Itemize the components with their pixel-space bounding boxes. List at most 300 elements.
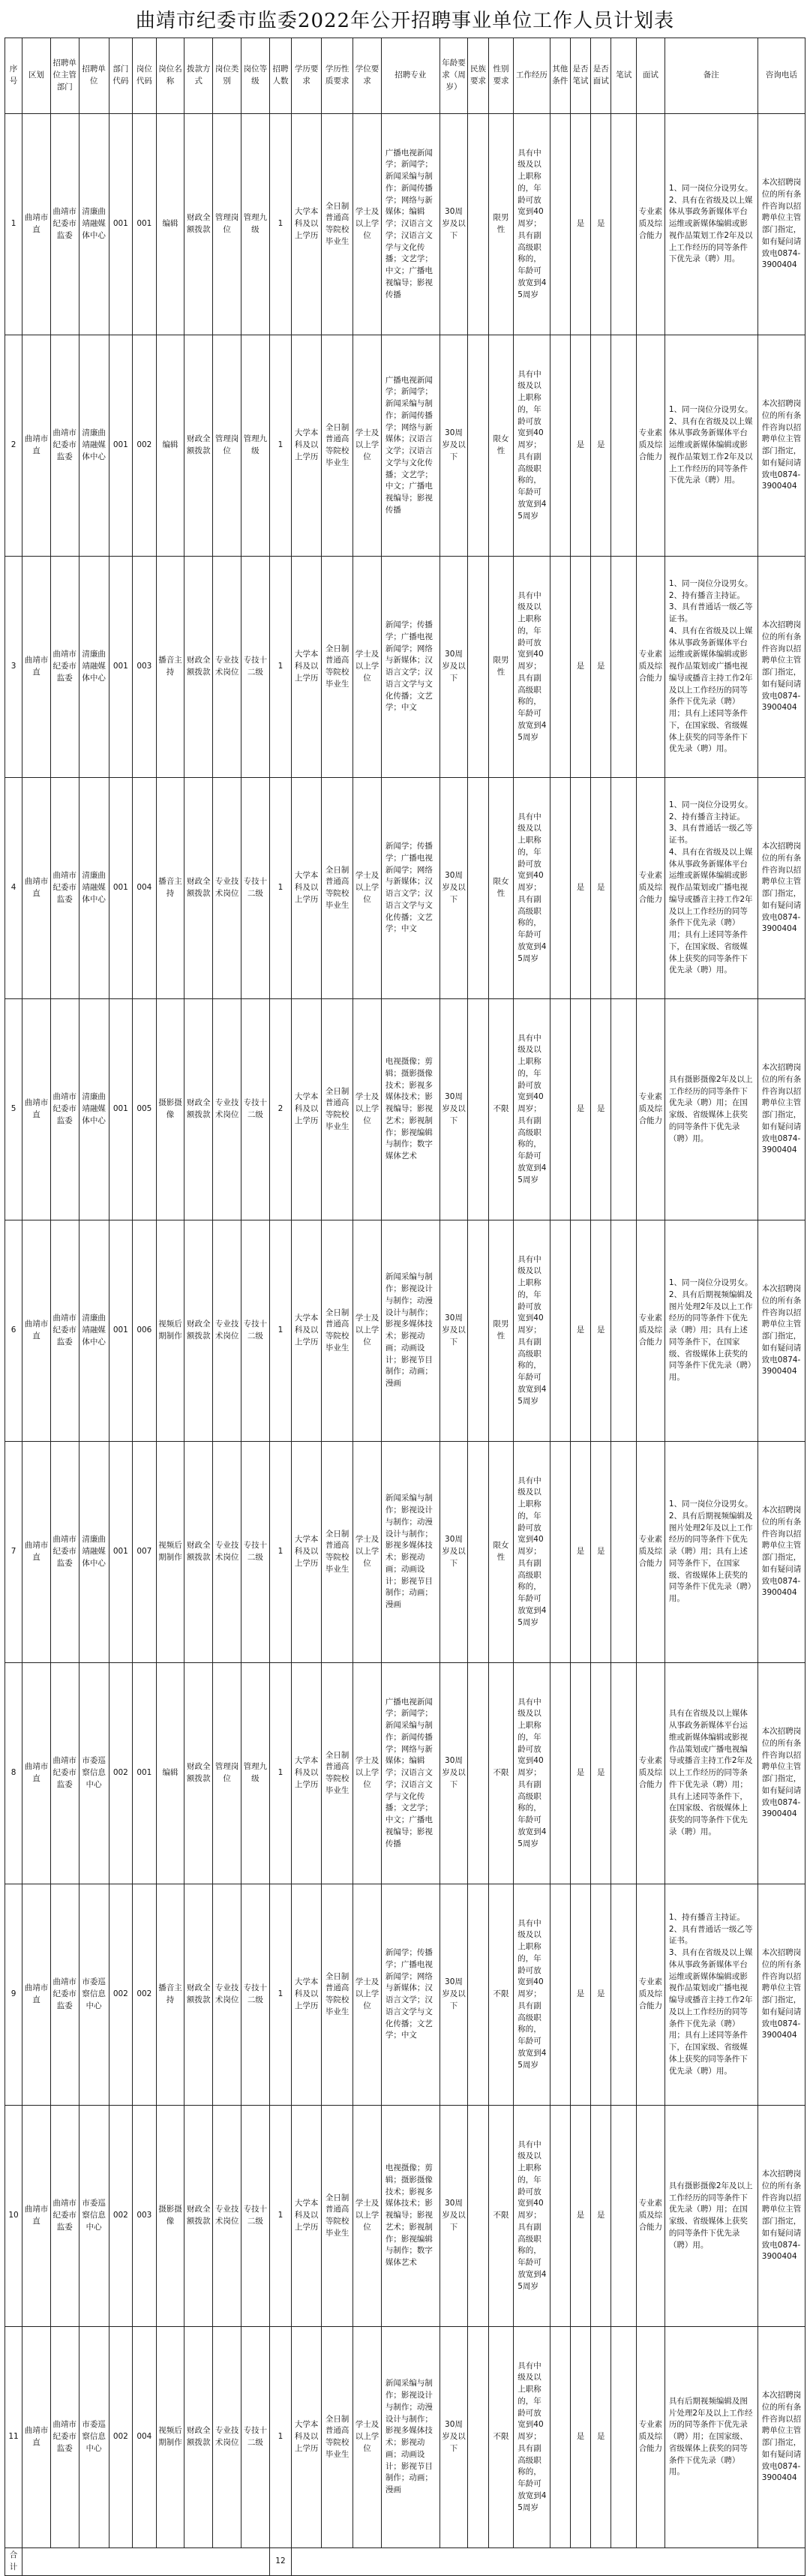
cell-region: 曲靖市直 bbox=[22, 2327, 51, 2548]
cell-post-type: 管理岗位 bbox=[213, 335, 242, 557]
total-count: 12 bbox=[269, 2548, 291, 2576]
cell-grade: 管理九级 bbox=[241, 114, 269, 335]
column-header: 学历性质要求 bbox=[322, 38, 353, 114]
column-header: 是否笔试 bbox=[570, 38, 590, 114]
table-row bbox=[5, 1663, 806, 1884]
table-row bbox=[5, 1442, 806, 1663]
cell-edu-nature: 全日制普通高等院校毕业生 bbox=[322, 1442, 353, 1663]
column-header: 工作经历 bbox=[514, 38, 550, 114]
cell-age: 30周岁及以下 bbox=[440, 778, 468, 999]
cell-post-name: 播音主持 bbox=[156, 778, 184, 999]
cell-experience: 具有中级及以上职称的，年龄可放宽到40周岁；具有副高级职称的，年龄可放宽到45周岁 bbox=[514, 1220, 550, 1442]
cell-interview: 是 bbox=[591, 1663, 611, 1884]
cell-phone: 本次招聘岗位的所有条件咨询以招聘单位主管部门指定，如有疑问请致电0874-3900404 bbox=[758, 999, 805, 1220]
cell-gender: 限女性 bbox=[488, 778, 514, 999]
cell-written-content bbox=[611, 2106, 637, 2327]
cell-interview: 是 bbox=[591, 999, 611, 1220]
cell-dept: 曲靖市纪委市监委 bbox=[50, 778, 79, 999]
cell-edu: 大学本科及以上学历 bbox=[292, 1884, 322, 2106]
cell-notes bbox=[664, 2106, 758, 2327]
note-line: 2、具有后期视频编辑及图片处理2年及以上工作经历的同等条件下优先录（聘）用；具有上述同等条件下，在国家级、省级媒体上获奖的同等条件下优先录（聘）用。 bbox=[668, 1511, 753, 1604]
note-line: 2、具有在省级及以上媒体从事政务新媒体平台运维或新媒体编辑或影视作品策划工作2年及以上工作经历的同等条件下优先录（聘）用。 bbox=[668, 195, 753, 264]
cell-experience: 具有中级及以上职称的，年龄可放宽到40周岁；具有副高级职称的，年龄可放宽到45周岁 bbox=[514, 778, 550, 999]
cell-degree: 学士及以上学位 bbox=[353, 557, 382, 778]
cell-post-name: 视频后期制作 bbox=[156, 1442, 184, 1663]
column-header: 咨询电话 bbox=[758, 38, 805, 114]
cell-seq: 6 bbox=[5, 1220, 22, 1442]
table-body bbox=[5, 114, 806, 2576]
cell-dept: 曲靖市纪委市监委 bbox=[50, 999, 79, 1220]
cell-dept: 曲靖市纪委市监委 bbox=[50, 557, 79, 778]
note-line: 4、具有在省级及以上媒体从事政务新媒体平台运维或新媒体编辑或影视作品策划或广播电视编导或播音主持工作2年及以上工作经历的同等条件下优先录（聘）用；具有上述同等条件下，在国家级、省级媒体上获奖的同等条件下优先录（聘）用。 bbox=[668, 847, 753, 975]
note-line: 1、同一岗位分设男女。 bbox=[668, 800, 753, 809]
cell-written-content bbox=[611, 999, 637, 1220]
cell-major: 电视摄像；剪辑；摄影摄像技术；影视多媒体技术；影视编导；影视艺术；影视制作；影视编辑与制作；数字媒体艺术 bbox=[381, 2106, 440, 2327]
table-row bbox=[5, 778, 806, 999]
cell-interview: 是 bbox=[591, 557, 611, 778]
cell-unit: 市委巡察信息中心 bbox=[79, 2327, 109, 2548]
cell-phone: 本次招聘岗位的所有条件咨询以招聘单位主管部门指定，如有疑问请致电0874-3900404 bbox=[758, 114, 805, 335]
cell-grade: 专技十二级 bbox=[241, 1884, 269, 2106]
cell-post-name: 摄影摄像 bbox=[156, 999, 184, 1220]
cell-post-type: 管理岗位 bbox=[213, 1663, 242, 1884]
cell-dept-code: 002 bbox=[109, 1884, 133, 2106]
cell-post-type: 专业技术岗位 bbox=[213, 2106, 242, 2327]
cell-ethnic bbox=[468, 1220, 488, 1442]
cell-dept: 曲靖市纪委市监委 bbox=[50, 114, 79, 335]
cell-other bbox=[550, 335, 570, 557]
cell-region: 曲靖市直 bbox=[22, 1442, 51, 1663]
total-spacer bbox=[292, 2548, 806, 2576]
cell-age: 30周岁及以下 bbox=[440, 335, 468, 557]
cell-phone: 本次招聘岗位的所有条件咨询以招聘单位主管部门指定，如有疑问请致电0874-3900404 bbox=[758, 335, 805, 557]
cell-edu: 大学本科及以上学历 bbox=[292, 999, 322, 1220]
cell-post-name: 编辑 bbox=[156, 114, 184, 335]
cell-seq: 10 bbox=[5, 2106, 22, 2327]
cell-ethnic bbox=[468, 1663, 488, 1884]
cell-other bbox=[550, 114, 570, 335]
cell-interview: 是 bbox=[591, 778, 611, 999]
cell-seq: 7 bbox=[5, 1442, 22, 1663]
cell-post-type: 专业技术岗位 bbox=[213, 557, 242, 778]
cell-notes bbox=[664, 557, 758, 778]
cell-post-type: 管理岗位 bbox=[213, 114, 242, 335]
column-header: 笔试 bbox=[611, 38, 637, 114]
cell-grade: 专技十二级 bbox=[241, 999, 269, 1220]
cell-count: 1 bbox=[269, 114, 291, 335]
cell-other bbox=[550, 1220, 570, 1442]
cell-gender: 不限 bbox=[488, 999, 514, 1220]
cell-funding: 财政全额拨款 bbox=[184, 1663, 213, 1884]
cell-edu: 大学本科及以上学历 bbox=[292, 335, 322, 557]
cell-unit: 市委巡察信息中心 bbox=[79, 1884, 109, 2106]
cell-post-type: 专业技术岗位 bbox=[213, 778, 242, 999]
note-line: 1、同一岗位分设男女。 bbox=[668, 1500, 753, 1509]
column-header: 民族要求 bbox=[468, 38, 488, 114]
cell-ethnic bbox=[468, 1884, 488, 2106]
cell-gender: 限男性 bbox=[488, 114, 514, 335]
cell-post-name: 视频后期制作 bbox=[156, 1220, 184, 1442]
cell-count: 1 bbox=[269, 557, 291, 778]
column-header: 岗位名称 bbox=[156, 38, 184, 114]
cell-age: 30周岁及以下 bbox=[440, 114, 468, 335]
cell-unit: 市委巡察信息中心 bbox=[79, 1663, 109, 1884]
cell-age: 30周岁及以下 bbox=[440, 557, 468, 778]
cell-age: 30周岁及以下 bbox=[440, 999, 468, 1220]
cell-phone: 本次招聘岗位的所有条件咨询以招聘单位主管部门指定，如有疑问请致电0874-3900404 bbox=[758, 2106, 805, 2327]
cell-seq: 1 bbox=[5, 114, 22, 335]
cell-count: 1 bbox=[269, 1663, 291, 1884]
cell-seq: 8 bbox=[5, 1663, 22, 1884]
cell-notes bbox=[664, 2327, 758, 2548]
total-label: 合计 bbox=[5, 2548, 22, 2576]
note-line: 1、同一岗位分设男女。 bbox=[668, 183, 753, 193]
note-line: 2、持有播音主持证。 bbox=[668, 812, 746, 821]
cell-notes bbox=[664, 1442, 758, 1663]
note-line: 具有在省级及以上媒体从事政务新媒体平台运维或新媒体编辑或影视作品策划或广播电视编导或播音主持工作2年及以上工作经历的同等条件下优先录（聘）用；具有上述同等条件下，在国家级、省级媒体上获奖的同等条件下优先录（聘）用。 bbox=[668, 1709, 753, 1836]
cell-post-code: 002 bbox=[133, 1884, 157, 2106]
cell-post-name: 播音主持 bbox=[156, 1884, 184, 2106]
column-header: 是否面试 bbox=[591, 38, 611, 114]
cell-experience: 具有中级及以上职称的，年龄可放宽到40周岁；具有副高级职称的，年龄可放宽到45周岁 bbox=[514, 2106, 550, 2327]
cell-phone: 本次招聘岗位的所有条件咨询以招聘单位主管部门指定，如有疑问请致电0874-3900404 bbox=[758, 2327, 805, 2548]
cell-edu: 大学本科及以上学历 bbox=[292, 114, 322, 335]
cell-interview: 是 bbox=[591, 1442, 611, 1663]
cell-age: 30周岁及以下 bbox=[440, 1663, 468, 1884]
cell-major: 广播电视新闻学；新闻学；新闻采编与制作；新闻传播学；网络与新媒体；编辑学；汉语言文学；汉语言文学与文化传播；文艺学；中文；广播电视编导；影视传播 bbox=[381, 114, 440, 335]
cell-grade: 专技十二级 bbox=[241, 778, 269, 999]
cell-other bbox=[550, 1663, 570, 1884]
note-line: 4、具有在省级及以上媒体从事政务新媒体平台运维或新媒体编辑或影视作品策划或广播电视编导或播音主持工作2年及以上工作经历的同等条件下优先录（聘）用；具有上述同等条件下，在国家级、省级媒体上获奖的同等条件下优先录（聘）用。 bbox=[668, 626, 753, 754]
cell-major: 广播电视新闻学；新闻学；新闻采编与制作；新闻传播学；网络与新媒体；编辑学；汉语言文学；汉语言文学与文化传播；文艺学；中文；广播电视编导；影视传播 bbox=[381, 1663, 440, 1884]
cell-post-code: 003 bbox=[133, 2106, 157, 2327]
cell-post-code: 002 bbox=[133, 335, 157, 557]
cell-dept-code: 001 bbox=[109, 1442, 133, 1663]
cell-count: 1 bbox=[269, 1220, 291, 1442]
cell-post-code: 004 bbox=[133, 778, 157, 999]
cell-other bbox=[550, 1884, 570, 2106]
cell-written-content bbox=[611, 1884, 637, 2106]
cell-experience: 具有中级及以上职称的，年龄可放宽到40周岁；具有副高级职称的，年龄可放宽到45周岁 bbox=[514, 557, 550, 778]
column-header: 招聘专业 bbox=[381, 38, 440, 114]
cell-notes bbox=[664, 1220, 758, 1442]
column-header: 性别要求 bbox=[488, 38, 514, 114]
cell-written: 是 bbox=[570, 1442, 590, 1663]
column-header: 区划 bbox=[22, 38, 51, 114]
cell-funding: 财政全额拨款 bbox=[184, 1442, 213, 1663]
cell-region: 曲靖市直 bbox=[22, 999, 51, 1220]
note-line: 1、同一岗位分设男女。 bbox=[668, 404, 753, 414]
column-header: 招聘单位 bbox=[79, 38, 109, 114]
cell-post-code: 006 bbox=[133, 1220, 157, 1442]
cell-edu: 大学本科及以上学历 bbox=[292, 1220, 322, 1442]
cell-interview: 是 bbox=[591, 114, 611, 335]
note-line: 3、具有普通话一级乙等证书。 bbox=[668, 824, 753, 845]
cell-post-type: 专业技术岗位 bbox=[213, 2327, 242, 2548]
recruitment-plan-table bbox=[4, 38, 806, 2576]
cell-degree: 学士及以上学位 bbox=[353, 1663, 382, 1884]
cell-region: 曲靖市直 bbox=[22, 114, 51, 335]
table-row bbox=[5, 2106, 806, 2327]
note-line: 2、具有在省级及以上媒体从事政务新媒体平台运维或新媒体编辑或影视作品策划工作2年及以上工作经历的同等条件下优先录（聘）用。 bbox=[668, 416, 753, 485]
column-header: 拨款方式 bbox=[184, 38, 213, 114]
cell-experience: 具有中级及以上职称的，年龄可放宽到40周岁；具有副高级职称的，年龄可放宽到45周岁 bbox=[514, 335, 550, 557]
cell-other bbox=[550, 1442, 570, 1663]
cell-age: 30周岁及以下 bbox=[440, 1442, 468, 1663]
note-line: 具有摄影摄像2年及以上工作经历的同等条件下优先录（聘）用；在国家级、省级媒体上获奖的同等条件下优先录（聘）用。 bbox=[668, 1074, 753, 1143]
cell-other bbox=[550, 2327, 570, 2548]
cell-degree: 学士及以上学位 bbox=[353, 1884, 382, 2106]
cell-degree: 学士及以上学位 bbox=[353, 114, 382, 335]
cell-seq: 5 bbox=[5, 999, 22, 1220]
cell-count: 1 bbox=[269, 335, 291, 557]
page-title: 曲靖市纪委市监委2022年公开招聘事业单位工作人员计划表 bbox=[135, 10, 675, 32]
cell-post-type: 专业技术岗位 bbox=[213, 999, 242, 1220]
cell-unit: 市委巡察信息中心 bbox=[79, 2106, 109, 2327]
cell-count: 2 bbox=[269, 999, 291, 1220]
cell-funding: 财政全额拨款 bbox=[184, 114, 213, 335]
cell-interview-content: 专业素质及综合能力 bbox=[637, 1442, 665, 1663]
column-header: 岗位类别 bbox=[213, 38, 242, 114]
cell-experience: 具有中级及以上职称的，年龄可放宽到40周岁；具有副高级职称的，年龄可放宽到45周岁 bbox=[514, 2327, 550, 2548]
cell-grade: 专技十二级 bbox=[241, 2327, 269, 2548]
cell-dept: 曲靖市纪委市监委 bbox=[50, 1884, 79, 2106]
cell-edu: 大学本科及以上学历 bbox=[292, 2106, 322, 2327]
note-line: 具有后期视频编辑及图片处理2年及以上工作经历的同等条件下优先录（聘）用；在国家级、省级媒体上获奖的同等条件下优先录（聘）用。 bbox=[668, 2396, 753, 2477]
cell-gender: 不限 bbox=[488, 1884, 514, 2106]
cell-count: 1 bbox=[269, 1884, 291, 2106]
cell-ethnic bbox=[468, 999, 488, 1220]
cell-notes bbox=[664, 114, 758, 335]
cell-notes bbox=[664, 335, 758, 557]
cell-written: 是 bbox=[570, 335, 590, 557]
cell-dept: 曲靖市纪委市监委 bbox=[50, 1663, 79, 1884]
table-row bbox=[5, 999, 806, 1220]
cell-interview: 是 bbox=[591, 335, 611, 557]
cell-ethnic bbox=[468, 2106, 488, 2327]
cell-unit: 清廉曲靖融媒体中心 bbox=[79, 1220, 109, 1442]
cell-notes bbox=[664, 1663, 758, 1884]
cell-written: 是 bbox=[570, 114, 590, 335]
cell-major: 新闻学；传播学；广播电视新闻学；网络与新媒体；汉语言文学；汉语言文学与文化传播；文艺学；中文 bbox=[381, 778, 440, 999]
cell-post-code: 005 bbox=[133, 999, 157, 1220]
table-row bbox=[5, 557, 806, 778]
cell-unit: 清廉曲靖融媒体中心 bbox=[79, 999, 109, 1220]
cell-edu-nature: 全日制普通高等院校毕业生 bbox=[322, 335, 353, 557]
cell-experience: 具有中级及以上职称的，年龄可放宽到40周岁；具有副高级职称的，年龄可放宽到45周岁 bbox=[514, 1663, 550, 1884]
cell-interview-content: 专业素质及综合能力 bbox=[637, 1663, 665, 1884]
cell-interview: 是 bbox=[591, 2327, 611, 2548]
cell-unit: 清廉曲靖融媒体中心 bbox=[79, 778, 109, 999]
note-line: 3、具有普通话一级乙等证书。 bbox=[668, 602, 753, 624]
cell-region: 曲靖市直 bbox=[22, 778, 51, 999]
cell-post-code: 004 bbox=[133, 2327, 157, 2548]
cell-interview: 是 bbox=[591, 1220, 611, 1442]
cell-count: 1 bbox=[269, 1442, 291, 1663]
cell-grade: 管理九级 bbox=[241, 1663, 269, 1884]
cell-post-type: 专业技术岗位 bbox=[213, 1442, 242, 1663]
cell-funding: 财政全额拨款 bbox=[184, 1220, 213, 1442]
cell-written-content bbox=[611, 1220, 637, 1442]
cell-funding: 财政全额拨款 bbox=[184, 2106, 213, 2327]
cell-ethnic bbox=[468, 778, 488, 999]
cell-degree: 学士及以上学位 bbox=[353, 2327, 382, 2548]
column-header: 序号 bbox=[5, 38, 22, 114]
cell-notes bbox=[664, 1884, 758, 2106]
table-row bbox=[5, 335, 806, 557]
cell-unit: 清廉曲靖融媒体中心 bbox=[79, 335, 109, 557]
cell-interview-content: 专业素质及综合能力 bbox=[637, 2106, 665, 2327]
cell-phone: 本次招聘岗位的所有条件咨询以招聘单位主管部门指定，如有疑问请致电0874-3900404 bbox=[758, 557, 805, 778]
cell-grade: 专技十二级 bbox=[241, 1442, 269, 1663]
cell-edu-nature: 全日制普通高等院校毕业生 bbox=[322, 999, 353, 1220]
cell-ethnic bbox=[468, 335, 488, 557]
column-header: 招聘单位主管部门 bbox=[50, 38, 79, 114]
cell-experience: 具有中级及以上职称的，年龄可放宽到40周岁；具有副高级职称的，年龄可放宽到45周岁 bbox=[514, 999, 550, 1220]
cell-written: 是 bbox=[570, 2327, 590, 2548]
header-row bbox=[5, 38, 806, 114]
cell-phone: 本次招聘岗位的所有条件咨询以招聘单位主管部门指定，如有疑问请致电0874-3900404 bbox=[758, 1884, 805, 2106]
cell-post-type: 专业技术岗位 bbox=[213, 1884, 242, 2106]
cell-degree: 学士及以上学位 bbox=[353, 1442, 382, 1663]
note-line: 3、具有在省级及以上媒体从事政务新媒体平台运维或新媒体编辑或影视作品策划或广播电视编导或播音主持工作2年及以上工作经历的同等条件下优先录（聘）用；具有上述同等条件下，在国家级、省级媒体上获奖的同等条件下优先录（聘）用。 bbox=[668, 1948, 753, 2076]
cell-major: 新闻采编与制作；影视设计与制作；动漫设计与制作；影视多媒体技术；影视动画；动画设计；影视节目制作；动画；漫画 bbox=[381, 1442, 440, 1663]
cell-edu-nature: 全日制普通高等院校毕业生 bbox=[322, 557, 353, 778]
cell-count: 1 bbox=[269, 778, 291, 999]
column-header: 学历要求 bbox=[292, 38, 322, 114]
cell-dept-code: 001 bbox=[109, 557, 133, 778]
cell-age: 30周岁及以下 bbox=[440, 1220, 468, 1442]
cell-grade: 专技十二级 bbox=[241, 1220, 269, 1442]
cell-written-content bbox=[611, 1442, 637, 1663]
cell-experience: 具有中级及以上职称的，年龄可放宽到40周岁；具有副高级职称的，年龄可放宽到45周岁 bbox=[514, 1884, 550, 2106]
note-line: 2、具有后期视频编辑及图片处理2年及以上工作经历的同等条件下优先录（聘）用；具有上述同等条件下，在国家级、省级媒体上获奖的同等条件下优先录（聘）用。 bbox=[668, 1290, 753, 1383]
note-line: 2、持有播音主持证。 bbox=[668, 590, 746, 600]
cell-seq: 3 bbox=[5, 557, 22, 778]
cell-notes bbox=[664, 778, 758, 999]
cell-post-name: 视频后期制作 bbox=[156, 2327, 184, 2548]
cell-gender: 不限 bbox=[488, 2327, 514, 2548]
cell-region: 曲靖市直 bbox=[22, 1884, 51, 2106]
cell-gender: 限男性 bbox=[488, 1220, 514, 1442]
cell-gender: 不限 bbox=[488, 1663, 514, 1884]
cell-written: 是 bbox=[570, 1220, 590, 1442]
cell-grade: 专技十二级 bbox=[241, 2106, 269, 2327]
cell-gender: 限女性 bbox=[488, 335, 514, 557]
cell-dept-code: 001 bbox=[109, 335, 133, 557]
cell-dept: 曲靖市纪委市监委 bbox=[50, 335, 79, 557]
cell-seq: 2 bbox=[5, 335, 22, 557]
cell-written-content bbox=[611, 2327, 637, 2548]
note-line: 1、持有播音主持证。 bbox=[668, 1912, 746, 1922]
cell-post-code: 001 bbox=[133, 114, 157, 335]
cell-dept-code: 001 bbox=[109, 778, 133, 999]
cell-major: 新闻采编与制作；影视设计与制作；动漫设计与制作；影视多媒体技术；影视动画；动画设计；影视节目制作；动画；漫画 bbox=[381, 2327, 440, 2548]
cell-age: 30周岁及以下 bbox=[440, 2106, 468, 2327]
column-header: 招聘人数 bbox=[269, 38, 291, 114]
cell-funding: 财政全额拨款 bbox=[184, 1884, 213, 2106]
cell-gender: 限男性 bbox=[488, 557, 514, 778]
column-header: 岗位代码 bbox=[133, 38, 157, 114]
cell-region: 曲靖市直 bbox=[22, 1663, 51, 1884]
cell-edu: 大学本科及以上学历 bbox=[292, 1442, 322, 1663]
cell-gender: 不限 bbox=[488, 2106, 514, 2327]
cell-degree: 学士及以上学位 bbox=[353, 1220, 382, 1442]
cell-ethnic bbox=[468, 557, 488, 778]
table-row bbox=[5, 1884, 806, 2106]
cell-edu-nature: 全日制普通高等院校毕业生 bbox=[322, 1884, 353, 2106]
cell-other bbox=[550, 557, 570, 778]
cell-interview-content: 专业素质及综合能力 bbox=[637, 335, 665, 557]
cell-written-content bbox=[611, 778, 637, 999]
cell-dept-code: 002 bbox=[109, 2327, 133, 2548]
cell-written: 是 bbox=[570, 1884, 590, 2106]
cell-funding: 财政全额拨款 bbox=[184, 778, 213, 999]
cell-edu-nature: 全日制普通高等院校毕业生 bbox=[322, 2106, 353, 2327]
cell-grade: 专技十二级 bbox=[241, 557, 269, 778]
cell-written: 是 bbox=[570, 2106, 590, 2327]
cell-written: 是 bbox=[570, 778, 590, 999]
cell-funding: 财政全额拨款 bbox=[184, 999, 213, 1220]
cell-written-content bbox=[611, 557, 637, 778]
column-header: 备注 bbox=[664, 38, 758, 114]
cell-experience: 具有中级及以上职称的，年龄可放宽到40周岁；具有副高级职称的，年龄可放宽到45周岁 bbox=[514, 1442, 550, 1663]
cell-edu-nature: 全日制普通高等院校毕业生 bbox=[322, 2327, 353, 2548]
cell-seq: 4 bbox=[5, 778, 22, 999]
cell-edu: 大学本科及以上学历 bbox=[292, 1663, 322, 1884]
cell-ethnic bbox=[468, 1442, 488, 1663]
cell-experience: 具有中级及以上职称的，年龄可放宽到40周岁；具有副高级职称的，年龄可放宽到45周岁 bbox=[514, 114, 550, 335]
cell-funding: 财政全额拨款 bbox=[184, 335, 213, 557]
cell-written: 是 bbox=[570, 1663, 590, 1884]
cell-dept-code: 001 bbox=[109, 114, 133, 335]
cell-post-name: 编辑 bbox=[156, 1663, 184, 1884]
cell-major: 新闻学；传播学；广播电视新闻学；网络与新媒体；汉语言文学；汉语言文学与文化传播；文艺学；中文 bbox=[381, 557, 440, 778]
table-row bbox=[5, 1220, 806, 1442]
cell-region: 曲靖市直 bbox=[22, 1220, 51, 1442]
cell-count: 1 bbox=[269, 2327, 291, 2548]
cell-age: 30周岁及以下 bbox=[440, 2327, 468, 2548]
cell-seq: 11 bbox=[5, 2327, 22, 2548]
cell-unit: 清廉曲靖融媒体中心 bbox=[79, 114, 109, 335]
cell-post-code: 001 bbox=[133, 1663, 157, 1884]
cell-written-content bbox=[611, 335, 637, 557]
cell-major: 电视摄像；剪辑；摄影摄像技术；影视多媒体技术；影视编导；影视艺术；影视制作；影视编辑与制作；数字媒体艺术 bbox=[381, 999, 440, 1220]
cell-major: 广播电视新闻学；新闻学；新闻采编与制作；新闻传播学；网络与新媒体；汉语言文学；汉语言文学与文化传播；文艺学；中文；广播电视编导；影视传播 bbox=[381, 335, 440, 557]
cell-interview-content: 专业素质及综合能力 bbox=[637, 778, 665, 999]
table-row bbox=[5, 114, 806, 335]
cell-major: 新闻学；传播学；广播电视新闻学；网络与新媒体；汉语言文学；汉语言文学与文化传播；文艺学；中文 bbox=[381, 1884, 440, 2106]
cell-gender: 限女性 bbox=[488, 1442, 514, 1663]
cell-other bbox=[550, 999, 570, 1220]
cell-grade: 管理九级 bbox=[241, 335, 269, 557]
cell-degree: 学士及以上学位 bbox=[353, 2106, 382, 2327]
cell-edu: 大学本科及以上学历 bbox=[292, 2327, 322, 2548]
cell-phone: 本次招聘岗位的所有条件咨询以招聘单位主管部门指定，如有疑问请致电0874-3900404 bbox=[758, 1442, 805, 1663]
column-header: 岗位等级 bbox=[241, 38, 269, 114]
note-line: 具有摄影摄像2年及以上工作经历的同等条件下优先录（聘）用；在国家级、省级媒体上获奖的同等条件下优先录（聘）用。 bbox=[668, 2181, 753, 2250]
cell-count: 1 bbox=[269, 2106, 291, 2327]
column-header: 面试 bbox=[637, 38, 665, 114]
cell-edu-nature: 全日制普通高等院校毕业生 bbox=[322, 778, 353, 999]
cell-dept-code: 001 bbox=[109, 1220, 133, 1442]
cell-post-name: 摄影摄像 bbox=[156, 2106, 184, 2327]
cell-seq: 9 bbox=[5, 1884, 22, 2106]
cell-written: 是 bbox=[570, 557, 590, 778]
cell-dept-code: 002 bbox=[109, 1663, 133, 1884]
cell-region: 曲靖市直 bbox=[22, 2106, 51, 2327]
column-header: 年龄要求（周岁） bbox=[440, 38, 468, 114]
